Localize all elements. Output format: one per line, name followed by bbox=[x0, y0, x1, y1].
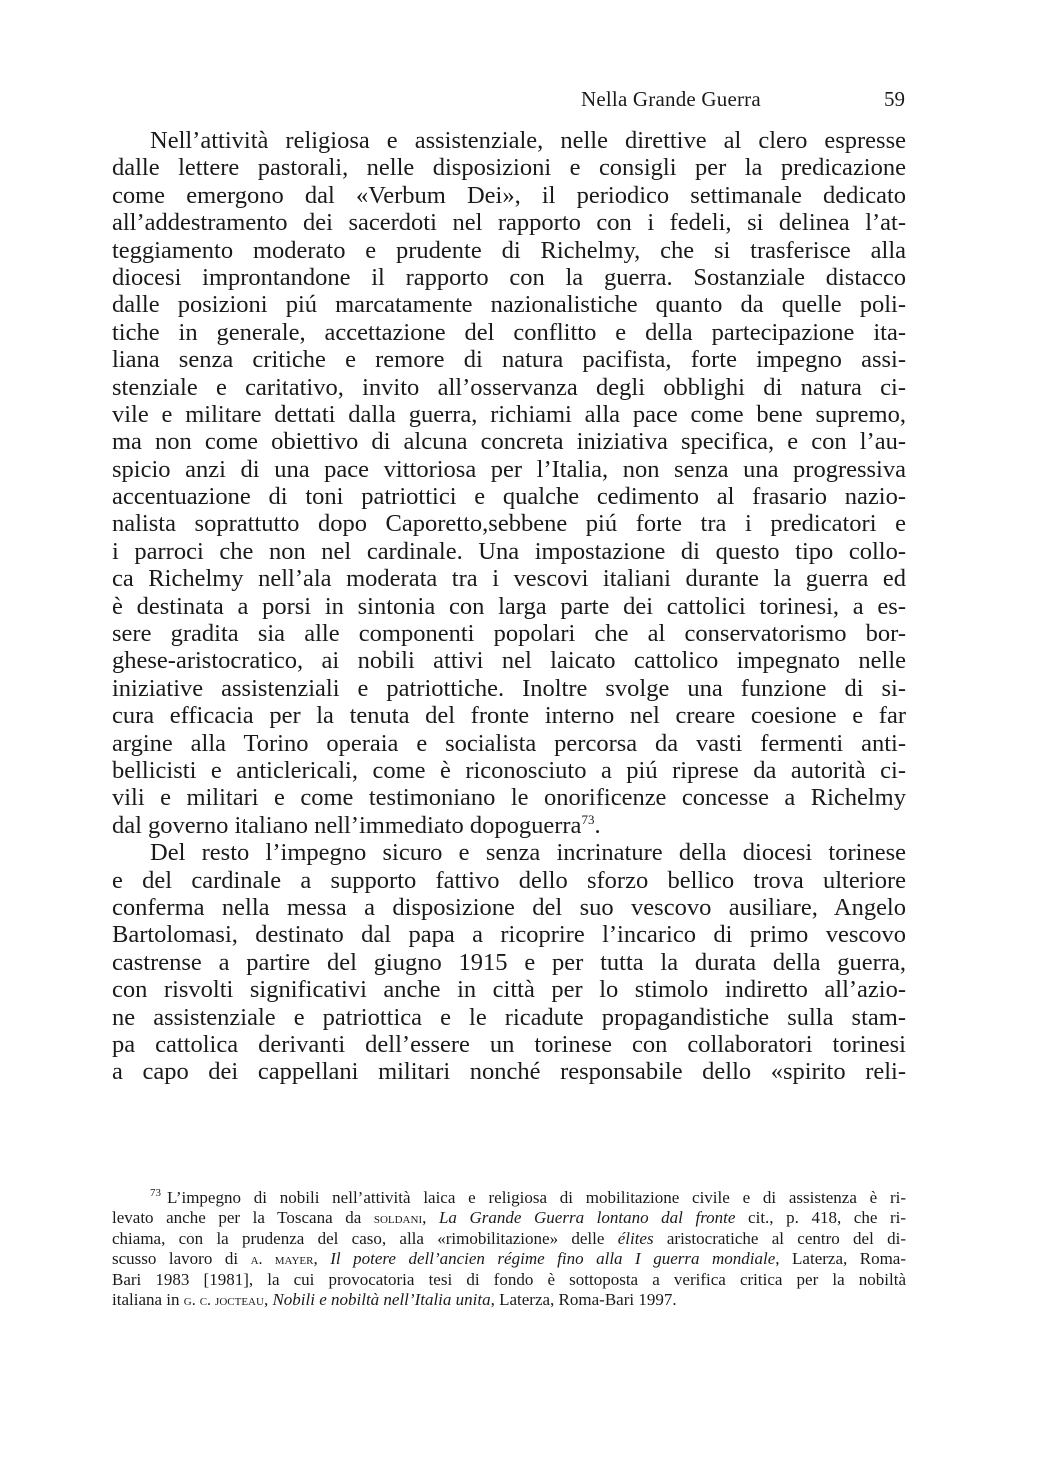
text-line: Nell’attività religiosa e assistenziale, nelle direttive al clero espresse bbox=[150, 127, 906, 154]
text-line: conferma nella messa a disposizione del suo vescovo ausiliare, Angelo bbox=[112, 893, 906, 921]
text-line: stenziale e caritativo, invito all’osservanza degli obblighi di natura ci- bbox=[112, 373, 906, 401]
footnote-text: , bbox=[422, 1208, 439, 1228]
footnote bbox=[112, 1188, 906, 1310]
paragraph-end-line bbox=[112, 812, 906, 839]
footnote-text: cit., p. 418, che ri- bbox=[735, 1208, 907, 1228]
text-line: ma non come obiettivo di alcuna concreta iniziativa specifica, e con l’au- bbox=[112, 428, 906, 456]
footnote-line: Bari 1983 [1981], la cui provocatoria tesi di fondo è sottoposta a verifica critica per la nobiltà bbox=[112, 1269, 906, 1289]
text-line: ca Richelmy nell’ala moderata tra i vescovi italiani durante la guerra ed bbox=[112, 565, 906, 593]
sentence-period: . bbox=[594, 811, 601, 839]
text-line: argine alla Torino operaia e socialista percorsa da vasti fermenti anti- bbox=[112, 729, 906, 757]
text-line: ghese-aristocratico, ai nobili attivi nel laicato cattolico impegnato nelle bbox=[112, 647, 906, 675]
footnote-text: L’impegno di nobili nell’attività laica e religiosa di mobilitazione civile e di assistenza è ri- bbox=[167, 1188, 906, 1207]
page-number: 59 bbox=[884, 87, 905, 111]
footnote-text: , Laterza, Roma- bbox=[775, 1249, 907, 1269]
footnote-text: , bbox=[263, 1289, 273, 1309]
running-title: Nella Grande Guerra bbox=[581, 87, 761, 111]
text-line: castrense a partire del giugno 1915 e per tutta la durata della guerra, bbox=[112, 948, 906, 976]
text-line: sere gradita sia alle componenti popolari che al conservatorismo bor- bbox=[112, 620, 906, 648]
text-line: cura efficacia per la tenuta del fronte interno nel creare coesione e far bbox=[112, 702, 906, 730]
text-line: bellicisti e anticlericali, come è riconosciuto a piú riprese da autorità ci- bbox=[112, 756, 906, 784]
text-line-text: dal governo italiano nell’immediato dopoguerra bbox=[112, 811, 582, 839]
footnote-text: , Laterza, Roma-Bari 1997. bbox=[490, 1289, 677, 1309]
footnote-text: italiana in bbox=[112, 1289, 184, 1309]
text-line: teggiamento moderato e prudente di Richelmy, che si trasferisce alla bbox=[112, 236, 906, 264]
footnote-text: , bbox=[313, 1249, 331, 1269]
citation-author: soldani bbox=[373, 1210, 423, 1228]
text-line: come emergono dal «Verbum Dei», il periodico settimanale dedicato bbox=[112, 181, 906, 209]
text-line: tiche in generale, accettazione del conflitto e della partecipazione ita- bbox=[112, 318, 906, 346]
text-line: Bartolomasi, destinato dal papa a ricoprire l’incarico di primo vescovo bbox=[112, 921, 906, 949]
citation-author: g. c. jocteau bbox=[183, 1291, 264, 1309]
footnote-number: 73 bbox=[150, 1187, 161, 1200]
text-line: a capo dei cappellani militari nonché responsabile dello «spirito reli- bbox=[112, 1058, 906, 1086]
footnote-line bbox=[112, 1208, 906, 1228]
citation-title: La Grande Guerra lontano dal fronte bbox=[438, 1208, 736, 1228]
citation-title: Nobili e nobiltà nell’Italia unita bbox=[272, 1289, 491, 1309]
text-line: ne assistenziale e patriottica e le ricadute propagandistiche sulla stam- bbox=[112, 1003, 906, 1031]
text-line: dalle lettere pastorali, nelle disposizioni e consigli per la predicazione bbox=[112, 154, 906, 182]
text-line: dalle posizioni piú marcatamente nazionalistiche quanto da quelle poli- bbox=[112, 291, 906, 319]
body-text bbox=[112, 127, 906, 1086]
text-line: vile e militare dettati dalla guerra, richiami alla pace come bene supremo, bbox=[112, 400, 906, 428]
running-head bbox=[581, 84, 905, 114]
text-line: iniziative assistenziali e patriottiche. Inoltre svolge una funzione di si- bbox=[112, 674, 906, 702]
citation-title: Il potere dell’ancien régime fino alla I guerra mondiale bbox=[330, 1249, 776, 1269]
footnote-text: aristocratiche al centro del di- bbox=[653, 1228, 906, 1248]
citation-author: a. mayer bbox=[250, 1251, 314, 1269]
text-line: è destinata a porsi in sintonia con larga parte dei cattolici torinesi, a es- bbox=[112, 592, 906, 620]
text-line: spicio anzi di una pace vittoriosa per l’Italia, non senza una progressiva bbox=[112, 455, 906, 483]
text-line: accentuazione di toni patriottici e qualche cedimento al frasario nazio- bbox=[112, 483, 906, 511]
footnote-line bbox=[112, 1290, 906, 1310]
footnote-line bbox=[112, 1249, 906, 1269]
text-line: e del cardinale a supporto fattivo dello sforzo bellico trova ulteriore bbox=[112, 866, 906, 894]
footnote-text: levato anche per la Toscana da bbox=[112, 1208, 374, 1228]
footnote-line bbox=[112, 1188, 906, 1208]
footnote-text: scusso lavoro di bbox=[112, 1249, 251, 1269]
text-line: con risvolti significativi anche in città per lo stimolo indiretto all’azio- bbox=[112, 976, 906, 1004]
footnote-line bbox=[112, 1229, 906, 1249]
text-line: all’addestramento dei sacerdoti nel rapporto con i fedeli, si delinea l’at- bbox=[112, 209, 906, 237]
text-line: nalista soprattutto dopo Caporetto,sebbene piú forte tra i predicatori e bbox=[112, 510, 906, 538]
text-line: vili e militari e come testimoniano le onorificenze concesse a Richelmy bbox=[112, 784, 906, 812]
text-line: pa cattolica derivanti dell’essere un torinese con collaboratori torinesi bbox=[112, 1030, 906, 1058]
text-line: diocesi improntandone il rapporto con la guerra. Sostanziale distacco bbox=[112, 263, 906, 291]
italic-term: élites bbox=[617, 1228, 654, 1248]
footnote-text: chiama, con la prudenza del caso, alla «rimobilitazione» delle bbox=[112, 1228, 618, 1248]
footnote-reference[interactable]: 73 bbox=[581, 811, 595, 827]
text-line: liana senza critiche e remore di natura pacifista, forte impegno assi- bbox=[112, 346, 906, 374]
text-line: i parroci che non nel cardinale. Una impostazione di questo tipo collo- bbox=[112, 537, 906, 565]
text-line: Del resto l’impegno sicuro e senza incrinature della diocesi torinese bbox=[150, 839, 906, 867]
